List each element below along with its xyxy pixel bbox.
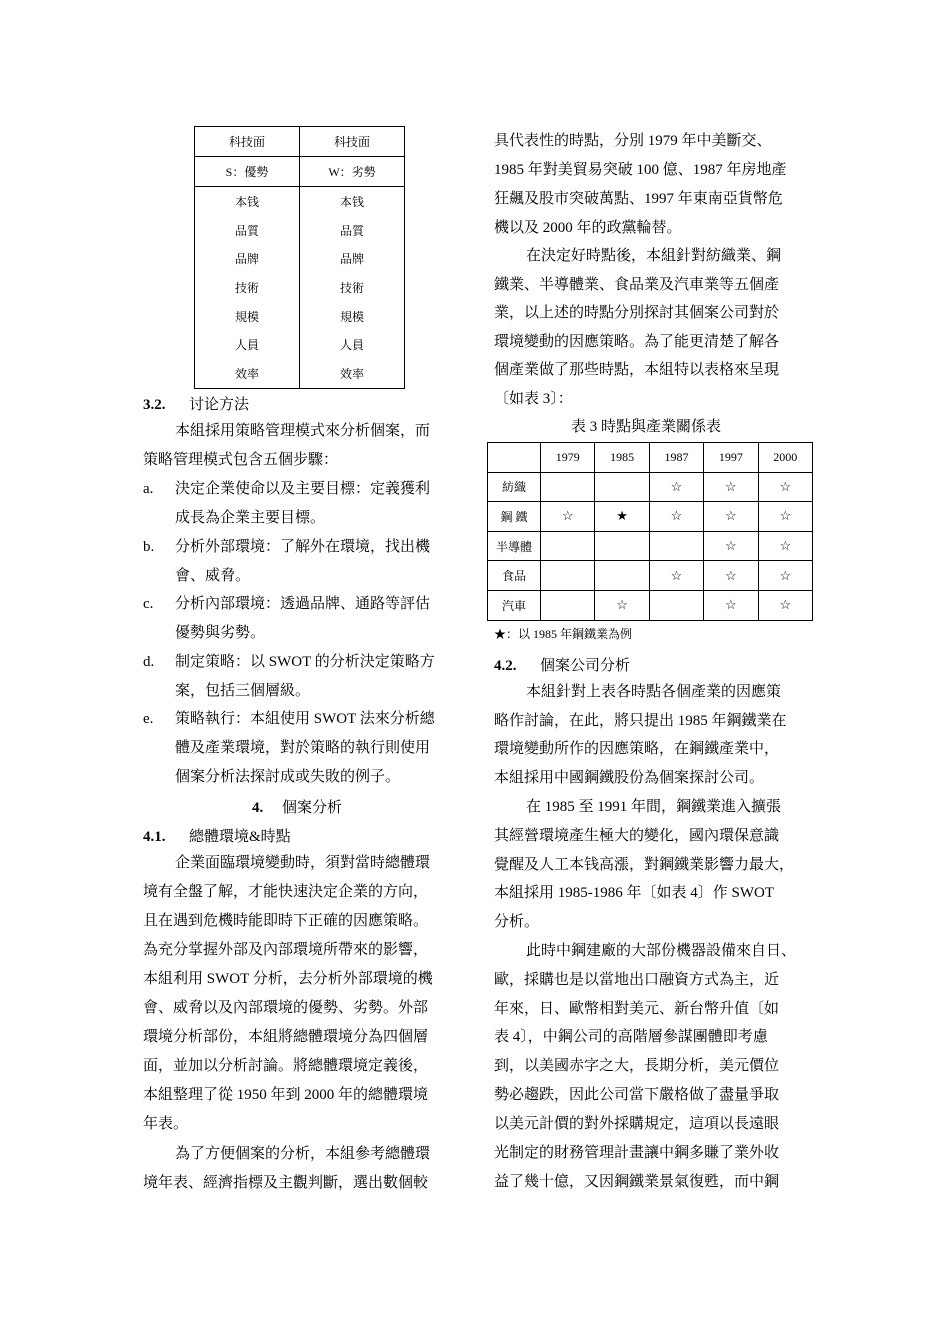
table-cell xyxy=(541,590,595,620)
body-line: 為了方便個案的分析，本組參考總體環 xyxy=(175,1146,431,1162)
swot-header-cell: 科技面 xyxy=(195,127,300,157)
table-cell: ☆ xyxy=(649,502,703,532)
body-line: 鐵業、半導體業、食品業及汽車業等五個產 xyxy=(494,277,780,293)
table-cell: ★ xyxy=(595,502,649,532)
list-item-line: 分析內部環境：透過品牌、通路等評估 xyxy=(175,596,431,612)
industry-label: 食品 xyxy=(488,561,541,591)
table-cell: 規模 xyxy=(339,309,364,324)
list-item-line: 會、威脅。 xyxy=(175,568,251,584)
body-line: 〔如表 3〕： xyxy=(494,391,573,407)
table-cell: ☆ xyxy=(758,561,812,591)
table-row xyxy=(488,472,813,502)
table-cell: ☆ xyxy=(758,590,812,620)
body-line: 業，以上述的時點分別探討其個案公司對於 xyxy=(494,305,780,321)
body-line: 光制定的財務管理計畫讓中鋼多賺了業外收 xyxy=(494,1145,780,1161)
body-line: 年來，日、歐幣相對美元、新台幣升值〔如 xyxy=(494,1001,780,1017)
body-line: 具代表性的時點，分別 1979 年中美斷交、 xyxy=(494,133,772,149)
table-cell: ☆ xyxy=(758,472,812,502)
body-line: 勢必趨跌，因此公司當下嚴格做了盡量爭取 xyxy=(494,1087,780,1103)
section-heading-3-2 xyxy=(143,393,249,414)
body-line: 本組採用 1985-1986 年〔如表 4〕作 SWOT xyxy=(494,885,774,901)
list-marker: b. xyxy=(143,539,155,555)
year-header: 2000 xyxy=(758,443,812,473)
table-cell xyxy=(595,561,649,591)
list-marker: d. xyxy=(143,654,155,670)
table-cell: 技術 xyxy=(195,273,300,302)
table-cell: 品牌 xyxy=(195,244,300,273)
body-line: 會、威脅以及內部環境的優勢、劣勢。外部 xyxy=(143,1000,429,1016)
table-row xyxy=(195,273,405,302)
year-header: 1997 xyxy=(704,443,758,473)
table-cell: ☆ xyxy=(704,590,758,620)
list-marker: a. xyxy=(143,481,154,497)
swot-header-row xyxy=(195,157,405,187)
table-cell: ☆ xyxy=(595,590,649,620)
body-line: 境年表、經濟指標及主觀判斷，選出數個較 xyxy=(143,1175,429,1191)
body-line: 且在遇到危機時能即時下正確的因應策略。 xyxy=(143,913,429,929)
body-line: 此時中鋼建廠的大部份機器設備來自日、 xyxy=(526,943,797,959)
body-line: 企業面臨環境變動時，須對當時總體環 xyxy=(175,855,431,871)
swot-weakness-header: W：劣勢 xyxy=(300,157,405,187)
table-header-row xyxy=(488,443,813,473)
body-line: 本組利用 SWOT 分析，去分析外部環境的機 xyxy=(143,971,433,987)
table-cell xyxy=(595,472,649,502)
section-number: 4.2. xyxy=(494,658,517,674)
table-cell: 技術 xyxy=(339,280,364,295)
table-cell xyxy=(541,531,595,561)
table-cell: ☆ xyxy=(704,472,758,502)
body-line: 覺醒及人工本钱高漲，對鋼鐵業影響力最大， xyxy=(494,857,795,873)
table-cell: 品牌 xyxy=(339,252,364,267)
table-cell: 本钱 xyxy=(339,194,364,209)
table-cell: 效率 xyxy=(339,366,364,381)
body-line: 機以及 2000 年的政黨輪替。 xyxy=(494,220,682,236)
table-note: ★：以 1985 年鋼鐵業為例 xyxy=(494,627,633,641)
table-cell: 人員 xyxy=(195,330,300,359)
table-row xyxy=(195,216,405,245)
section-title: 總體環境&時點 xyxy=(189,829,291,845)
table-row xyxy=(195,330,405,359)
swot-header-cell: 科技面 xyxy=(300,127,405,157)
body-line: 本組整理了從 1950 年到 2000 年的總體環境 xyxy=(143,1087,429,1103)
body-line: 本組針對上表各時點各個產業的因應策 xyxy=(526,684,782,700)
body-line: 個產業做了那些時點，本組特以表格來呈現 xyxy=(494,362,780,378)
table-cell xyxy=(595,531,649,561)
table-cell: 品質 xyxy=(339,223,364,238)
body-line: 益了幾十億，又因鋼鐵業景氣復甦，而中鋼 xyxy=(494,1174,780,1190)
body-line: 年表。 xyxy=(143,1116,189,1132)
list-item-line: 案，包括三個層級。 xyxy=(175,683,311,699)
table-cell: ☆ xyxy=(541,502,595,532)
body-line: 歐，採購也是以當地出口融資方式為主，近 xyxy=(494,972,780,988)
industry-label: 半導體 xyxy=(488,531,541,561)
body-line: 環境變動所作的因應策略，在鋼鐵產業中， xyxy=(494,741,780,757)
table-cell xyxy=(649,531,703,561)
table-row xyxy=(488,561,813,591)
list-item-line: 決定企業使命以及主要目標：定義獲利 xyxy=(175,481,431,497)
table-row xyxy=(195,359,405,388)
list-item-line: 體及產業環境，對於策略的執行則使用 xyxy=(175,740,431,756)
industry-label: 紡織 xyxy=(488,472,541,502)
table-cell: ☆ xyxy=(758,502,812,532)
body-line: 本組採用策略管理模式來分析個案，而 xyxy=(175,423,431,439)
list-item-line: 個案分析法探討成或失敗的例子。 xyxy=(175,769,401,785)
table-row xyxy=(488,531,813,561)
table-cell: ☆ xyxy=(649,472,703,502)
list-item-line: 策略執行：本組使用 SWOT 法來分析總 xyxy=(175,711,435,727)
section-title: 讨论方法 xyxy=(189,397,250,413)
table-row xyxy=(488,502,813,532)
body-line: 面，並加以分析討論。將總體環境定義後， xyxy=(143,1058,429,1074)
table-cell xyxy=(541,472,595,502)
list-marker: e. xyxy=(143,711,154,727)
section-heading-4 xyxy=(252,796,342,817)
table-cell: ☆ xyxy=(758,531,812,561)
body-line: 狂飆及股市突破萬點、1997 年東南亞貨幣危 xyxy=(494,191,783,207)
table-corner-cell xyxy=(488,443,541,473)
table-cell: 本钱 xyxy=(195,187,300,216)
industry-label: 汽車 xyxy=(488,590,541,620)
table-row xyxy=(195,187,405,216)
body-line: 到，以美國赤字之大，長期分析，美元價位 xyxy=(494,1058,780,1074)
year-header: 1985 xyxy=(595,443,649,473)
table-caption: 表 3 時點與產業關係表 xyxy=(571,419,722,435)
body-line: 環境分析部份，本組將總體環境分為四個層 xyxy=(143,1029,429,1045)
table-cell: 效率 xyxy=(195,359,300,388)
section-heading-4-1 xyxy=(143,825,291,846)
industry-label: 鋼 鐵 xyxy=(488,502,541,532)
body-line: 為充分掌握外部及內部環境所帶來的影響， xyxy=(143,942,429,958)
section-heading-4-2 xyxy=(494,654,630,675)
table-cell: ☆ xyxy=(704,531,758,561)
section-title: 個案分析 xyxy=(282,800,343,816)
section-number: 4. xyxy=(252,800,264,816)
table-cell xyxy=(649,590,703,620)
section-number: 3.2. xyxy=(143,397,166,413)
body-line: 策略管理模式包含五個步驟： xyxy=(143,452,339,468)
body-line: 1985 年對美貿易突破 100 億、1987 年房地產 xyxy=(494,162,787,178)
table-cell: ☆ xyxy=(649,561,703,591)
body-line: 以美元計價的對外採購規定，這項以長遠眼 xyxy=(494,1116,780,1132)
body-line: 在 1985 至 1991 年間，鋼鐵業進入擴張 xyxy=(526,799,782,815)
table-cell: 品質 xyxy=(195,216,300,245)
body-line: 其經營環境產生極大的變化，國內環保意識 xyxy=(494,828,780,844)
table-row xyxy=(488,590,813,620)
year-header: 1979 xyxy=(541,443,595,473)
industry-timepoint-table xyxy=(487,442,813,621)
body-line: 境有全盤了解，才能快速決定企業的方向， xyxy=(143,884,429,900)
list-marker: c. xyxy=(143,596,154,612)
swot-header-row xyxy=(195,127,405,157)
table-cell: 規模 xyxy=(195,302,300,331)
table-row xyxy=(195,302,405,331)
body-line: 分析。 xyxy=(494,914,540,930)
body-line: 表 4〕，中鋼公司的高階層參謀團體即考慮 xyxy=(494,1029,768,1045)
swot-table xyxy=(194,126,405,389)
body-line: 略作討論，在此，將只提出 1985 年鋼鐵業在 xyxy=(494,713,787,729)
list-item-line: 分析外部環境：了解外在環境，找出機 xyxy=(175,539,431,555)
body-line: 本組採用中國鋼鐵股份為個案探討公司。 xyxy=(494,770,765,786)
section-number: 4.1. xyxy=(143,829,166,845)
list-item-line: 成長為企業主要目標。 xyxy=(175,510,326,526)
table-cell: ☆ xyxy=(704,561,758,591)
body-line: 在決定好時點後，本組針對紡織業、鋼 xyxy=(526,248,782,264)
section-title: 個案公司分析 xyxy=(540,658,631,674)
table-cell xyxy=(541,561,595,591)
table-cell: 人員 xyxy=(339,338,364,353)
table-cell: ☆ xyxy=(704,502,758,532)
year-header: 1987 xyxy=(649,443,703,473)
body-line: 環境變動的因應策略。為了能更清楚了解各 xyxy=(494,334,780,350)
list-item-line: 優勢與劣勢。 xyxy=(175,625,266,641)
list-item-line: 制定策略：以 SWOT 的分析決定策略方 xyxy=(175,654,435,670)
table-row xyxy=(195,244,405,273)
swot-strength-header: S：優勢 xyxy=(195,157,300,187)
